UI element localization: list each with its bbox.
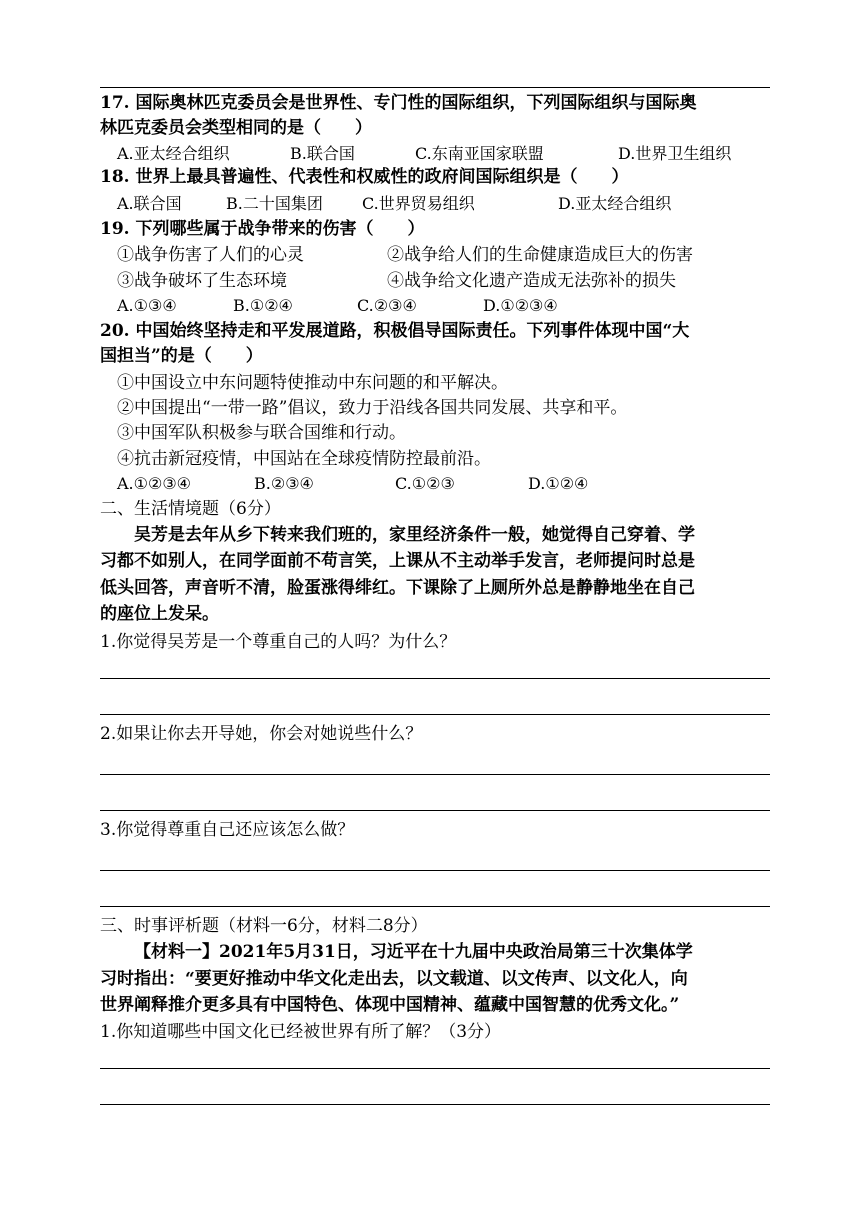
q20-item-2: ②中国提出“一带一路”倡议，致力于沿线各国共同发展、共享和平。 bbox=[117, 398, 628, 418]
section2-question-2: 2.如果让你去开导她，你会对她说些什么？ bbox=[100, 724, 423, 744]
q19-option-c: C.②③④ bbox=[357, 296, 417, 315]
q18-option-a: A.联合国 bbox=[117, 194, 182, 213]
section2-para-line4: 的座位上发呆。 bbox=[100, 604, 219, 624]
answer-line[interactable] bbox=[100, 678, 770, 679]
q20-item-4: ④抗击新冠疫情，中国站在全球疫情防控最前沿。 bbox=[117, 449, 491, 469]
section2-para-line2: 习都不如别人，在同学面前不苟言笑，上课从不主动举手发言，老师提问时总是 bbox=[100, 551, 695, 571]
q17-option-a: A.亚太经合组织 bbox=[117, 144, 230, 163]
section3-title: 三、时事评析题（材料一6分，材料二8分） bbox=[100, 916, 428, 936]
section3-para-line2: 习时指出：“要更好推动中华文化走出去，以文载道、以文传声、以文化人，向 bbox=[100, 969, 688, 989]
q20-item-3: ③中国军队积极参与联合国维和行动。 bbox=[117, 423, 406, 443]
q17-stem-line2: 林匹克委员会类型相同的是（ ） bbox=[100, 118, 372, 138]
section2-para-line3: 低头回答，声音听不清，脸蛋涨得绯红。下课除了上厕所外总是静静地坐在自己 bbox=[100, 578, 695, 598]
q20-option-a: A.①②③④ bbox=[117, 474, 192, 493]
section3-question-1: 1.你知道哪些中国文化已经被世界有所了解？（3分） bbox=[100, 1022, 502, 1042]
q20-option-d: D.①②④ bbox=[528, 474, 589, 493]
answer-line[interactable] bbox=[100, 1104, 770, 1105]
top-rule bbox=[100, 87, 770, 88]
q17-option-d: D.世界卫生组织 bbox=[618, 144, 732, 163]
q19-option-d: D.①②③④ bbox=[483, 296, 558, 315]
q20-option-b: B.②③④ bbox=[254, 474, 314, 493]
section3-para-line3: 世界阐释推介更多具有中国特色、体现中国精神、蕴藏中国智慧的优秀文化。” bbox=[100, 995, 680, 1015]
section2-para-line1: 吴芳是去年从乡下转来我们班的，家里经济条件一般，她觉得自己穿着、学 bbox=[134, 525, 695, 545]
section2-question-1: 1.你觉得吴芳是一个尊重自己的人吗？为什么？ bbox=[100, 632, 457, 652]
answer-line[interactable] bbox=[100, 870, 770, 871]
section3-para-line1: 【材料一】2021年5月31日，习近平在十九届中央政治局第三十次集体学 bbox=[134, 942, 693, 962]
answer-line[interactable] bbox=[100, 774, 770, 775]
section2-question-3: 3.你觉得尊重自己还应该怎么做？ bbox=[100, 820, 355, 840]
q18-option-d: D.亚太经合组织 bbox=[558, 194, 672, 213]
answer-line[interactable] bbox=[100, 906, 770, 907]
q19-option-a: A.①③④ bbox=[117, 296, 177, 315]
q20-option-c: C.①②③ bbox=[395, 474, 455, 493]
answer-line[interactable] bbox=[100, 810, 770, 811]
q20-item-1: ①中国设立中东问题特使推动中东问题的和平解决。 bbox=[117, 373, 508, 393]
q18-option-c: C.世界贸易组织 bbox=[362, 194, 475, 213]
q17-stem-line1: 17. 国际奥林匹克委员会是世界性、专门性的国际组织，下列国际组织与国际奥 bbox=[100, 93, 697, 113]
q19-item-4: ④战争给文化遗产造成无法弥补的损失 bbox=[387, 271, 676, 291]
answer-line[interactable] bbox=[100, 714, 770, 715]
q17-option-b: B.联合国 bbox=[290, 144, 355, 163]
q17-option-c: C.东南亚国家联盟 bbox=[415, 144, 544, 163]
q19-item-2: ②战争给人们的生命健康造成巨大的伤害 bbox=[387, 245, 693, 265]
section2-title: 二、生活情境题（6分） bbox=[100, 499, 281, 519]
q20-stem-line2: 国担当”的是（ ） bbox=[100, 346, 263, 366]
q18-stem: 18. 世界上最具普遍性、代表性和权威性的政府间国际组织是（ ） bbox=[100, 167, 629, 187]
q18-option-b: B.二十国集团 bbox=[226, 194, 323, 213]
q20-stem-line1: 20. 中国始终坚持走和平发展道路，积极倡导国际责任。下列事件体现中国“大 bbox=[100, 321, 690, 341]
answer-line[interactable] bbox=[100, 1068, 770, 1069]
q19-item-3: ③战争破坏了生态环境 bbox=[117, 271, 287, 291]
q19-item-1: ①战争伤害了人们的心灵 bbox=[117, 245, 304, 265]
q19-option-b: B.①②④ bbox=[233, 296, 293, 315]
q19-stem: 19. 下列哪些属于战争带来的伤害（ ） bbox=[100, 219, 425, 239]
